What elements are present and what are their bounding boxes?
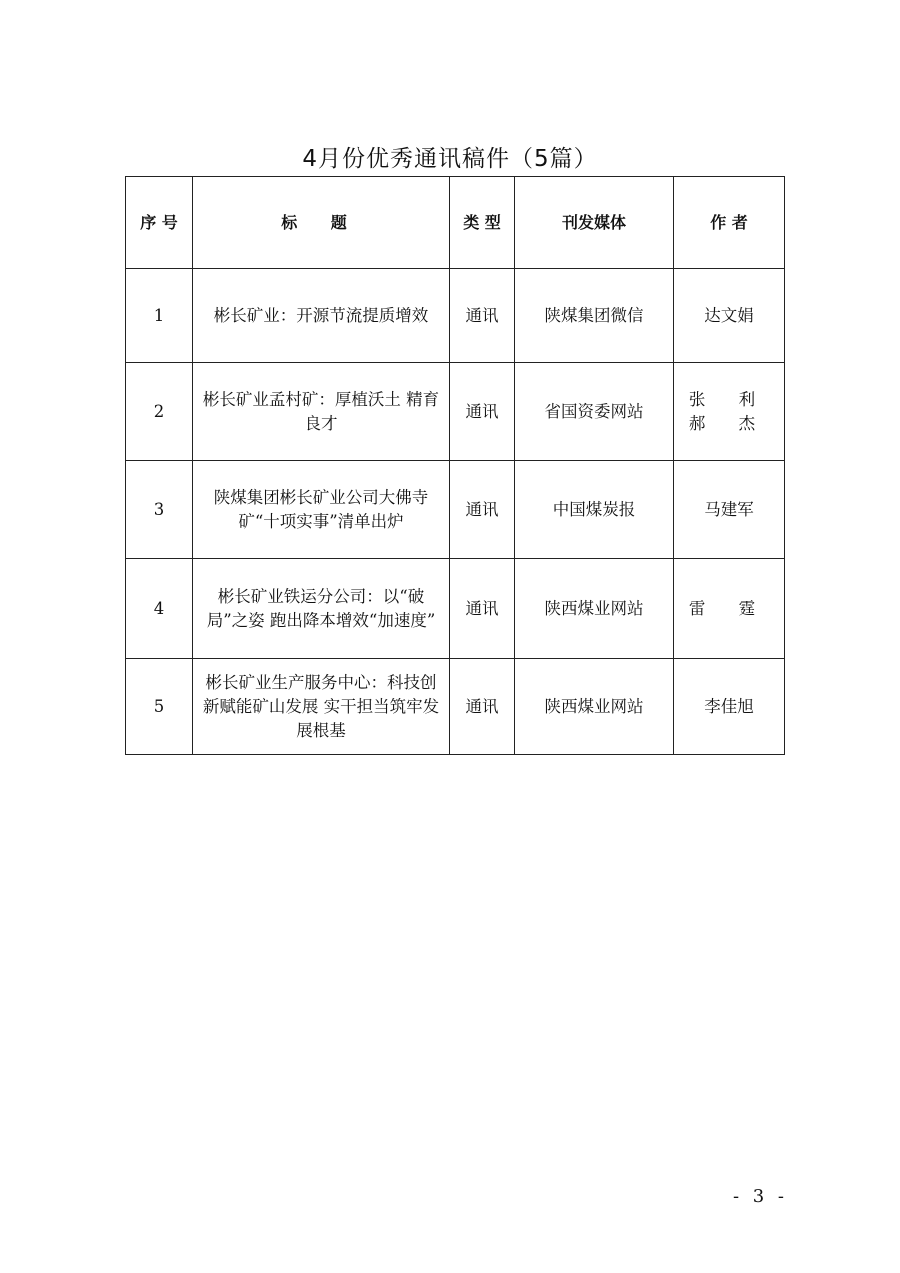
row-index: 3	[126, 461, 193, 559]
author-name: 马建军	[704, 499, 754, 519]
author-name: 张 利	[688, 389, 770, 409]
row-index: 2	[126, 363, 193, 461]
row-media: 省国资委网站	[515, 363, 674, 461]
row-type: 通讯	[450, 269, 515, 363]
row-type: 通讯	[450, 559, 515, 659]
row-media: 陕煤集团微信	[515, 269, 674, 363]
row-author	[674, 559, 785, 659]
header-media: 刊发媒体	[515, 177, 674, 269]
row-title: 彬长矿业铁运分公司：以“破局”之姿 跑出降本增效“加速度”	[193, 559, 450, 659]
articles-table	[125, 176, 785, 755]
row-author	[674, 659, 785, 755]
author-name: 雷 霆	[688, 598, 770, 618]
row-index: 1	[126, 269, 193, 363]
table-row	[126, 659, 785, 755]
header-author: 作 者	[674, 177, 785, 269]
table-header-row	[126, 177, 785, 269]
header-type: 类 型	[450, 177, 515, 269]
row-media: 陕西煤业网站	[515, 559, 674, 659]
row-index: 4	[126, 559, 193, 659]
row-author	[674, 461, 785, 559]
row-author	[674, 363, 785, 461]
header-index: 序 号	[126, 177, 193, 269]
row-type: 通讯	[450, 461, 515, 559]
author-name: 李佳旭	[704, 696, 754, 716]
document-title: 4月份优秀通讯稿件（5篇）	[302, 146, 598, 172]
row-title: 彬长矿业：开源节流提质增效	[193, 269, 450, 363]
row-index: 5	[126, 659, 193, 755]
row-title: 陕煤集团彬长矿业公司大佛寺矿“十项实事”清单出炉	[193, 461, 450, 559]
row-title: 彬长矿业生产服务中心：科技创新赋能矿山发展 实干担当筑牢发展根基	[193, 659, 450, 755]
row-type: 通讯	[450, 363, 515, 461]
table-row	[126, 269, 785, 363]
author-name: 郝 杰	[688, 413, 770, 433]
row-media: 陕西煤业网站	[515, 659, 674, 755]
table-row	[126, 461, 785, 559]
row-author	[674, 269, 785, 363]
header-title: 标 题	[193, 177, 450, 269]
table-row	[126, 363, 785, 461]
row-media: 中国煤炭报	[515, 461, 674, 559]
table-row	[126, 559, 785, 659]
author-name: 达文娟	[704, 305, 754, 325]
row-title: 彬长矿业孟村矿：厚植沃土 精育良才	[193, 363, 450, 461]
page-number: - 3 -	[732, 1186, 788, 1207]
row-type: 通讯	[450, 659, 515, 755]
